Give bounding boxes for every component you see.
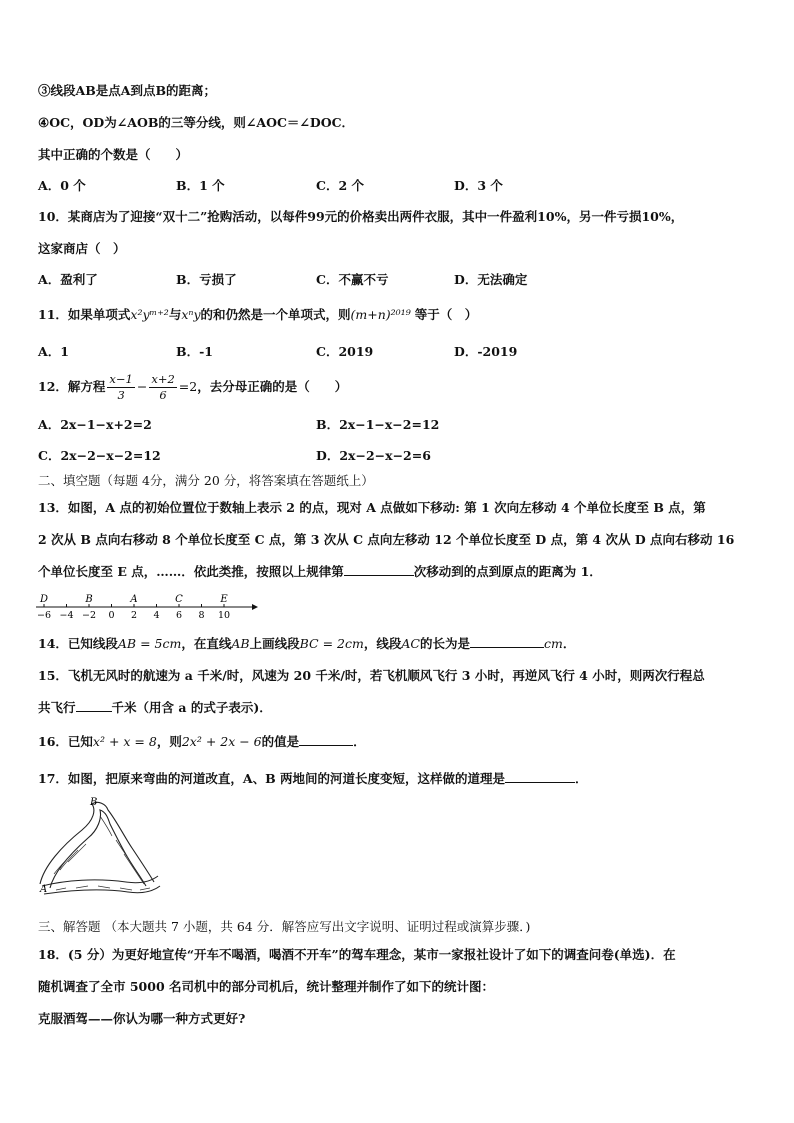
q10-option-d: D．无法确定 [454,272,528,287]
q12-den1: 3 [117,387,125,402]
number-line-figure [34,590,264,626]
river-inner-bank [50,810,146,888]
q11-mid: 与 [168,307,182,322]
point-label-b: B [85,594,93,605]
point-label-e: E [220,594,228,605]
q13-line2: 2 次从 B 点向右移动 8 个单位长度至 C 点，第 3 次从 C 点向左移动 12 个单位长度至 D 点，第 4 次从 D 点向右移动 16 [38,532,735,547]
tick-label: 10 [217,610,231,621]
q10-option-a: A．盈利了 [38,272,98,287]
river-bottom-texture [56,886,150,890]
q14-part-e: 上画线段 [249,636,300,651]
q12-num2: x+2 [151,371,175,386]
q14-part-a: 14．已知线段 [38,636,118,651]
q12-option-a: A．2x−1−x+2=2 [38,417,152,432]
tick-label: 0 [108,610,115,621]
q12-fraction-2 [149,372,176,403]
q16-end: ． [353,734,366,749]
section-2-heading: 二、填空题（每题 4分，满分 20 分，将答案填在答题纸上） [38,473,374,488]
fig-label-a: A [40,884,48,895]
q14-part-c: ，在直线 [181,636,232,651]
q12-option-b: B．2x−1−x−2=12 [316,417,440,432]
q18-line2: 随机调查了全市 5000 名司机中的部分司机后，统计整理并制作了如下的统计图： [38,979,494,994]
q14-part-i: 的长为是 [419,636,470,651]
q15-line2 [38,699,272,717]
q11-option-d: D．-2019 [454,344,518,359]
tick-label: −6 [36,610,52,621]
tick-label: 8 [198,610,205,621]
q17-answer-blank[interactable] [505,770,575,783]
q15-line1: 15．飞机无风时的航速为 a 千米/时，风速为 20 千米/时，若飞机顺风飞行 3 小时，再逆风飞行 4 小时，则两次行程总 [38,668,705,683]
q12-option-c: C．2x−2−x−2=12 [38,448,161,463]
q15-line2b: 千米（用含 a 的式子表示)． [111,700,272,715]
fig-label-b: B [90,797,98,808]
q16-stem [38,733,366,751]
q13-answer-blank[interactable] [344,563,414,576]
q13-line3b: 次移动到的点到原点的距离为 1． [413,564,602,579]
point-label-d: D [39,594,49,605]
q12-fraction-1 [107,372,134,403]
q14-ab-length: AB = 5cm [117,636,182,651]
q9-option-d: D．3 个 [454,178,503,193]
q11-expr: (m+n)²⁰¹⁹ [350,307,411,322]
tick-label: −4 [59,610,74,621]
q11-suffix1: 的和仍然是一个单项式，则 [200,307,351,322]
q14-end: ． [562,636,576,651]
point-label-a: A [130,594,138,605]
q12-den2: 6 [159,387,167,402]
q9-option-c: C．2 个 [316,178,364,193]
q11-stem [38,306,477,324]
tick-label: 4 [153,610,160,621]
q11-option-b: B．-1 [176,344,213,359]
q14-bc-length: BC = 2cm [299,636,364,651]
q14-answer-blank[interactable] [470,635,544,648]
q12-minus: − [136,379,148,394]
q13-line3 [38,563,602,581]
q12-option-d: D．2x−2−x−2=6 [316,448,431,463]
q14-unit: cm [543,636,563,651]
tick-label: 2 [130,610,138,621]
q12-stem [38,369,347,405]
q10-option-c: C．不赢不亏 [316,272,389,287]
q16-part-e: 的值是 [261,734,300,749]
q17-end: ． [575,771,588,786]
river-figure [36,796,162,900]
q12-suffix: ，去分母正确的是（ ） [197,379,348,394]
q13-line3a: 个单位长度至 E 点，……．依此类推，按照以上规律第 [38,564,344,579]
q18-line1: 18．(5 分）为更好地宣传“开车不喝酒，喝酒不开车”的驾车理念，某市一家报社设计了如下的调查问卷(单选)．在 [38,947,676,962]
section-3-heading: 三、解答题 （本大题共 7 小题，共 64 分．解答应写出文字说明、证明过程或演算步骤．) [38,919,531,934]
q17-stem [38,770,588,788]
q11-term1: x²yᵐ⁺² [130,307,169,322]
q11-term2: xⁿy [181,307,201,322]
q12-prefix: 12．解方程 [38,379,106,394]
q9-option-a: A．0 个 [38,178,86,193]
tick-label: 6 [175,610,183,621]
q16-expression: 2x² + 2x − 6 [181,734,262,749]
point-label-c: C [175,594,183,605]
river-bottom-bank-2 [44,886,160,894]
q16-given: x² + x = 8 [92,734,157,749]
q14-part-g: ，线段 [363,636,402,651]
q16-part-c: ，则 [156,734,182,749]
q10-line1: 10．某商店为了迎接“双十二”抢购活动，以每件99元的价格卖出两件衣服，其中一件盈利10%，另一件亏损10%， [38,209,684,224]
count-question: 其中正确的个数是（ ） [38,147,189,162]
q12-num1: x−1 [109,371,133,386]
tick-label: −2 [81,610,97,621]
q16-part-a: 16．已知 [38,734,93,749]
q11-option-c: C．2019 [316,344,374,359]
q11-prefix: 11．如果单项式 [38,307,131,322]
q12-rhs: =2 [178,379,198,394]
axis-arrow-icon [252,604,258,610]
q10-line2: 这家商店（ ） [38,241,126,256]
q14-segment-ac: AC [401,636,420,651]
q11-suffix2: 等于（ ） [414,307,478,322]
q14-stem [38,635,575,653]
q11-option-a: A．1 [38,344,69,359]
q18-line3: 克服酒驾——你认为哪一种方式更好? [38,1011,246,1026]
q14-line-ab: AB [231,636,250,651]
q15-line2a: 共飞行 [38,700,76,715]
q10-option-b: B．亏损了 [176,272,237,287]
q17-text: 17．如图，把原来弯曲的河道改直，A、B 两地间的河道长度变短，这样做的道理是 [38,771,506,786]
q13-line1: 13．如图，A 点的初始位置位于数轴上表示 2 的点，现对 A 点做如下移动: 第 1 次向左移动 4 个单位长度至 B 点，第 [38,500,706,515]
q16-answer-blank[interactable] [299,733,353,746]
q15-answer-blank[interactable] [76,699,112,712]
q9-option-b: B．1 个 [176,178,225,193]
statement-4: ④OC，OD为∠AOB的三等分线，则∠AOC＝∠DOC． [38,115,355,130]
river-texture [54,816,144,884]
statement-3: ③线段AB是点A到点B的距离； [38,83,217,98]
